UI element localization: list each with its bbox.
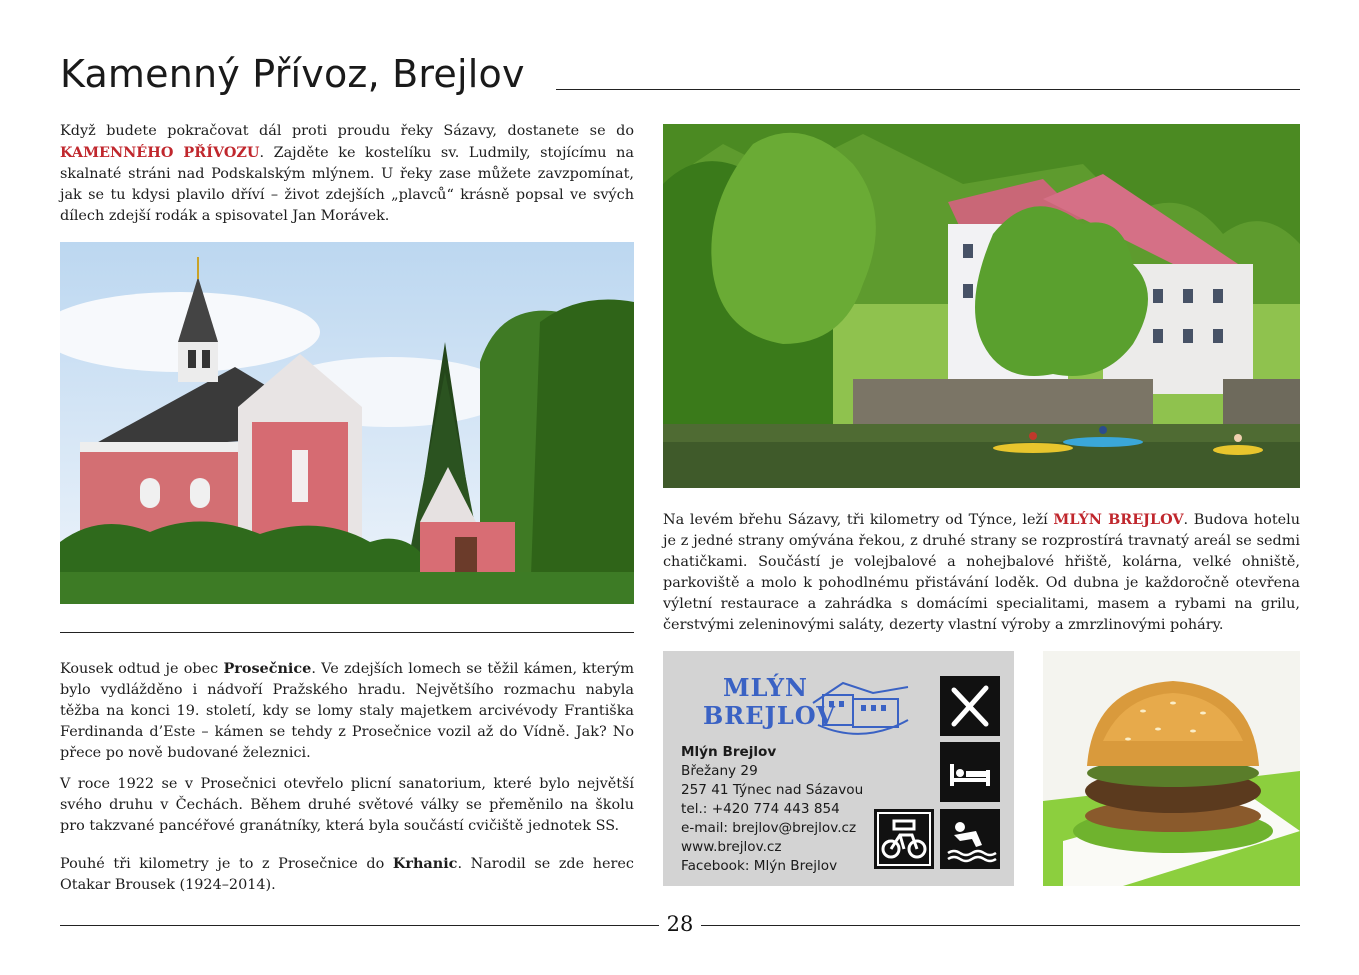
contact-name: Mlýn Brejlov [681,744,777,760]
page-title: Kamenný Přívoz, Brejlov [60,52,525,96]
krhanice-text-after: . Narodil se zde herec Otakar Brousek (1924–2014). [60,856,634,893]
krhanice-text-before: Pouhé tři kilometry je to z Prosečnice do [60,856,393,872]
burger-photo [1043,651,1300,886]
contact-phone[interactable]: tel.: +420 774 443 854 [681,801,840,817]
church-photo-art [60,242,634,604]
prosecnice-text-after: . Ve zdejších lomech se těžil kámen, kterým bylo vydlážděno i nádvoří Pražského hradu. Největšího rozmachu nabyla těžba na konci 19. století, kdy se lomy staly majetkem arcivévody Františka Ferdinanda d’Este – kámen se tehdy z Prosečnice vozil až do Vídně. Jak? No přece po nově budované železnici. [60,661,634,761]
krhanice-bold: Krhanic [392,855,458,872]
contact-box [663,651,1014,886]
contact-city: 257 41 Týnec nad Sázavou [681,782,864,798]
contact-web[interactable]: www.brejlov.cz [681,839,782,855]
bed-icon [940,742,1000,802]
prosecnice-paragraph-2: V roce 1922 se v Prosečnici otevřelo plicní sanatorium, které bylo největší svého druhu v Čechách. Během druhé světové války se přeměnilo na školu pro takzvané pancéřové granátníky, která byla součástí cvičiště jednotek SS. [60,776,634,834]
footer-rule-left [60,925,659,926]
prosecnice-paragraph-1 [60,658,634,764]
swimming-icon [940,809,1000,869]
restaurant-icon [940,676,1000,736]
footer-rule-right [701,925,1300,926]
mill-text-after: . Budova hotelu je z jedné strany omývána řekou, z druhé strany se rozprostírá travnatý areál se sedmi chatičkami. Součástí je volejbalové a nohejbalové hřiště, kolárna, velké ohniště, parkoviště a molo k pohodlnému přistávání loděk. Od dubna je každoročně otevřena výletní restaurace a zahrádka s domácími specialitami, masem a rybami na grilu, čerstvými zeleninovými saláty, dezerty vlastní výroby a zmrzlinovými poháry. [663,512,1300,633]
page-number: 28 [659,912,701,936]
title-rule [556,89,1300,90]
intro-paragraph [60,121,634,227]
contact-street: Břežany 29 [681,763,758,779]
intro-text-after: . Zajděte ke kostelíku sv. Ludmily, stojícímu na skalnaté stráni nad Podskalským mlýnem. U řeky zase můžete zavzpomínat, jak se tu kdysi plavilo dříví – život zdejších „plavců“ krásně popsal ve svých dílech zdejší rodák a spisovatel Jan Morávek. [60,145,635,224]
church-photo [60,242,634,604]
mlyn-brejlov-logo [683,665,913,745]
logo-text-line-1: MLÝN [723,673,808,702]
bicycle-icon [874,809,934,869]
contact-email[interactable]: e-mail: brejlov@brejlov.cz [681,820,857,836]
contact-details [681,743,863,876]
mill-photo-art [663,124,1300,488]
prosecnice-bold: Prosečnice [223,660,312,677]
mill-text-before: Na levém břehu Sázavy, tři kilometry od Týnce, leží [663,512,1054,528]
prosecnice-paragraph-3 [60,853,634,896]
prosecnice-text-before: Kousek odtud je obec [60,661,224,677]
intro-text-before: Když budete pokračovat dál proti proudu řeky Sázavy, dostanete se do [60,123,634,139]
logo-text-line-2: BREJLOV [703,701,836,730]
contact-facebook[interactable]: Facebook: Mlýn Brejlov [681,858,838,874]
mill-highlight: MLÝN BREJLOV [1053,511,1184,528]
intro-highlight: KAMENNÉHO PŘÍVOZU [60,144,260,161]
mill-photo [663,124,1300,488]
mill-paragraph [663,509,1300,636]
burger-photo-art [1043,651,1300,886]
section-divider [60,632,634,633]
